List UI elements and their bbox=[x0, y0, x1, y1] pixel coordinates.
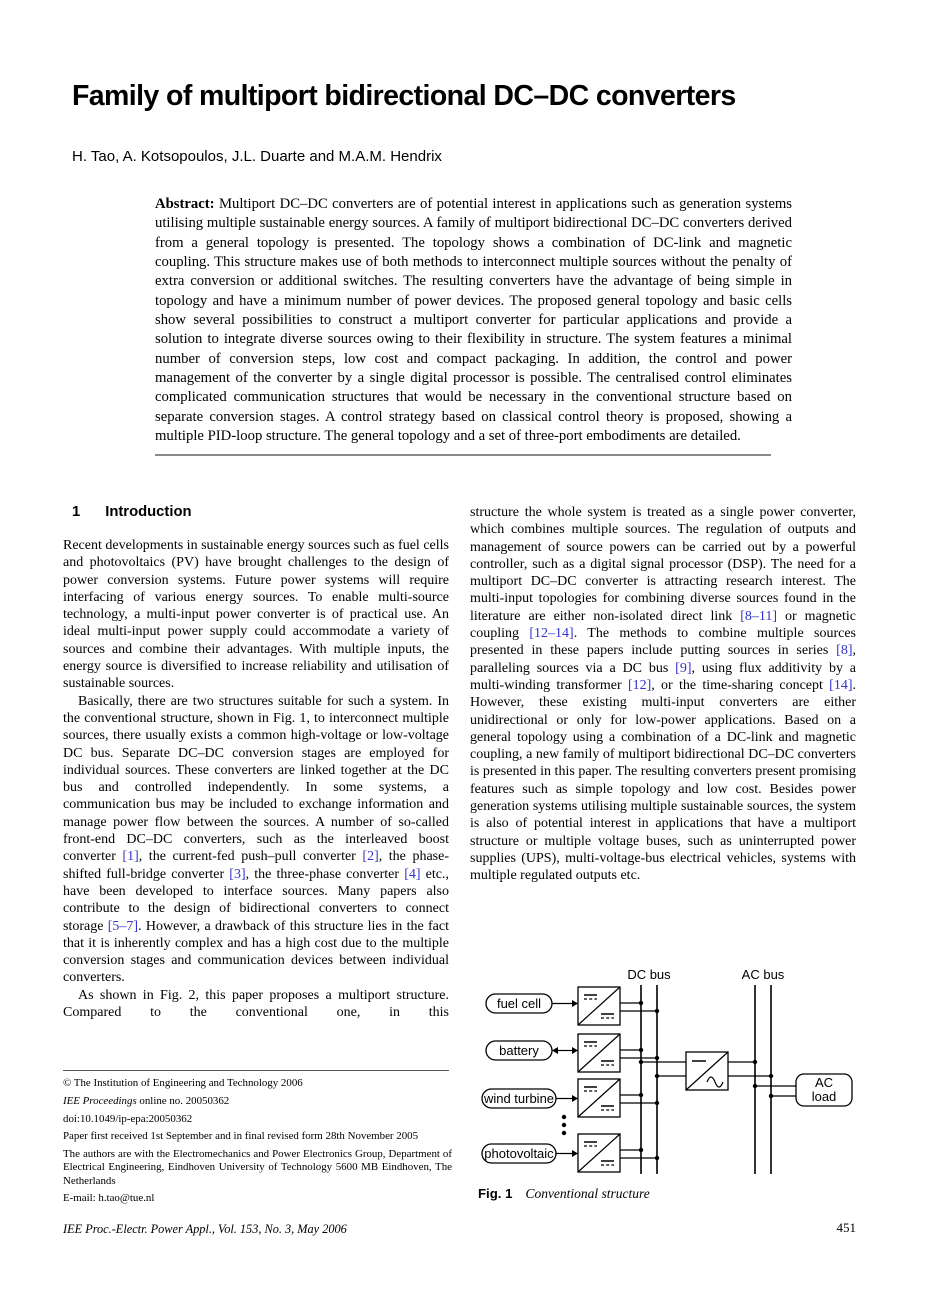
figure-tag: Fig. 1 bbox=[478, 1186, 513, 1201]
ac-load-label-line1: AC bbox=[814, 1075, 834, 1090]
arrow-fuel-cell bbox=[552, 1000, 578, 1007]
arrow-photovoltaic bbox=[556, 1150, 578, 1157]
citation-reference: [4] bbox=[404, 866, 421, 882]
footnote-divider bbox=[63, 1070, 449, 1071]
footer-journal-reference: IEE Proc.-Electr. Power Appl., Vol. 153, No. 3, May 2006 bbox=[63, 1222, 347, 1236]
abstract-block bbox=[155, 195, 792, 445]
paper-title: Family of multiport bidirectional DC–DC converters bbox=[72, 80, 736, 112]
arrow-battery-bidirectional bbox=[552, 1047, 578, 1054]
citation-reference: [2] bbox=[362, 849, 379, 865]
citation-reference: [3] bbox=[229, 866, 246, 882]
ellipsis-dots-icon bbox=[562, 1115, 566, 1135]
doi-line: doi:10.1049/ip-epa:20050362 bbox=[63, 1112, 193, 1125]
abstract-divider bbox=[155, 454, 771, 456]
citation-reference: [1] bbox=[122, 849, 139, 865]
email-line: E-mail: h.tao@tue.nl bbox=[63, 1192, 155, 1205]
source-label-battery: battery bbox=[499, 1043, 539, 1058]
dc-bus-label: DC bus bbox=[627, 967, 671, 982]
abstract-text: Multiport DC–DC converters are of potential interest in applications such as generation systems utilising multiple sustainable energy sources. A family of multiport bidirectional DC–DC converters derived from a general topology is presented. The topology shows a combination of DC-link and magnetic coupling. This structure makes use of both methods to interconnect multiple sources without the penalty of extra conversion or additional switches. The resulting converters have the advantage of being simple in topology and have a minimum number of power devices. The proposed general topology and basic cells show several possibilities to construct a multiport converter for particular applications and provide a solution to integrate diverse sources owing to their flexibility in structure. The system features a minimal number of conversion steps, low cost and compact packaging. In addition, the control and power management of the converter by a single digital processor is possible. The centralised control eliminates complicated communication structures that would be necessary in the conventional structure based on separate conversion stages. A control strategy based on classical control theory is proposed, showing a multiple PID-loop structure. The general topology and a set of three-port embodiments are detailed. bbox=[155, 196, 792, 445]
body-paragraph: Recent developments in sustainable energy sources such as fuel cells and photovoltaics (PV) have brought challenges to the design of power conversion systems. Future power systems will require interfacing of various energy sources. To enable multi-source technology, a multi-input power converter is of practical use. An ideal multi-input power supply could accommodate a variety of sources and combine their advantages. With multiple inputs, the energy source is diversified to increase reliability and utilisation of sustainable sources. bbox=[63, 538, 449, 692]
copyright-line: © The Institution of Engineering and Technology 2006 bbox=[63, 1077, 303, 1089]
dcac-inverter-icon bbox=[686, 1052, 728, 1090]
online-number: online no. 20050362 bbox=[136, 1094, 230, 1107]
source-label-fuel-cell: fuel cell bbox=[496, 996, 542, 1011]
citation-reference: [5–7] bbox=[107, 918, 139, 934]
ac-load-label-line2: load bbox=[811, 1089, 837, 1104]
body-paragraph: structure the whole system is treated as a single power converter, which combines multiple sources. The regulation of outputs and management of source powers can be carried out by a powerful controller, such as a digital signal processor (DSP). The need for a multiport DC–DC converter is attracting research interest. The multi-input topologies for combining diverse sources found in the literature are either non-isolated direct link [8–11] or magnetic coupling [12–14]. The methods to combine multiple sources presented in these papers include putting sources in series [8], paralleling sources via a DC bus [9], using flux additivity by a multi-winding transformer [12], or the time-sharing concept [14]. However, these existing multi-input converters are either unidirectional or only for low-power applications. Based on a general topology using a combination of a DC-link and magnetic coupling, a new family of multiport bidirectional DC–DC converters is presented in this paper. The resulting converters present promising features such as simple topology and low cost. Besides power generation systems utilising multiple sustainable sources, the system is also of potential interest in applications that have a multiport structure or multiple voltage buses, such as uninterrupted power supplies (UPS), multi-voltage-bus electrical vehicles, systems with multiple regulated outputs etc. bbox=[470, 505, 856, 884]
affiliation-line: The authors are with the Electromechanics and Power Electronics Group, Department of Electrical Engineering, Eindhoven University of Technology 5600 MB Eindhoven, The Netherlands bbox=[63, 1148, 452, 1187]
citation-reference: [14] bbox=[829, 677, 853, 693]
figure-1 bbox=[478, 962, 870, 1182]
citation-reference: [12] bbox=[627, 677, 652, 693]
section-title: Introduction bbox=[105, 504, 192, 520]
journal-name: IEE Proceedings bbox=[63, 1094, 137, 1107]
body-paragraph: As shown in Fig. 2, this paper proposes a multiport structure. Compared to the conventional one, in this bbox=[63, 987, 449, 1021]
citation-reference: [12–14] bbox=[529, 626, 574, 642]
source-label-photovoltaic: photovoltaic bbox=[484, 1146, 554, 1161]
citation-reference: [9] bbox=[675, 660, 692, 676]
dcdc-converter-icon bbox=[578, 1134, 620, 1172]
footnote-block bbox=[63, 1077, 452, 1210]
load-wires bbox=[753, 1084, 796, 1098]
right-column bbox=[470, 504, 856, 957]
citation-reference: [8] bbox=[836, 643, 853, 659]
footer-page-number: 451 bbox=[836, 1220, 856, 1235]
ac-bus-label: AC bus bbox=[741, 967, 785, 982]
dcdc-converter-icon bbox=[578, 1079, 620, 1117]
abstract-label: Abstract: bbox=[155, 196, 215, 212]
figure-1-caption bbox=[478, 1185, 650, 1203]
dcdc-converter-icon bbox=[578, 987, 620, 1025]
body-paragraph: Basically, there are two structures suitable for such a system. In the conventional structure, shown in Fig. 1, to interconnect multiple sources, there usually exists a common high-voltage or low-voltage DC bus. Separate DC–DC conversion stages are employed for individual sources. These converters are linked together at the DC bus and controlled independently. In some systems, a communication bus may be included to exchange information and manage power flow between the sources. A number of so-called front-end DC–DC converters, such as the interleaved boost converter [1], the current-fed push–pull converter [2], the phase-shifted full-bridge converter [3], the three-phase converter [4] etc., have been developed to interface sources. Many papers also contribute to the design of bidirectional converters to connect storage [5–7]. However, a drawback of this structure lies in the fact that it is inherently complex and has a high cost due to the multiple conversion stages and communication devices between individual converters. bbox=[63, 693, 449, 986]
online-number-line bbox=[63, 1095, 452, 1108]
section-number: 1 bbox=[72, 504, 81, 520]
converter-bus-wires bbox=[620, 1001, 659, 1160]
figure-1-diagram bbox=[478, 962, 870, 1182]
source-label-wind-turbine: wind turbine bbox=[483, 1091, 555, 1106]
dcdc-converter-icon bbox=[578, 1034, 620, 1072]
figure-caption-text: Conventional structure bbox=[525, 1186, 650, 1201]
authors-line: H. Tao, A. Kotsopoulos, J.L. Duarte and M.A.M. Hendrix bbox=[72, 148, 442, 165]
section-heading-introduction bbox=[72, 504, 192, 520]
left-column bbox=[63, 537, 449, 1064]
received-line: Paper first received 1st September and in final revised form 28th November 2005 bbox=[63, 1130, 419, 1143]
arrow-wind-turbine bbox=[556, 1095, 578, 1102]
citation-reference: [8–11] bbox=[740, 608, 778, 624]
